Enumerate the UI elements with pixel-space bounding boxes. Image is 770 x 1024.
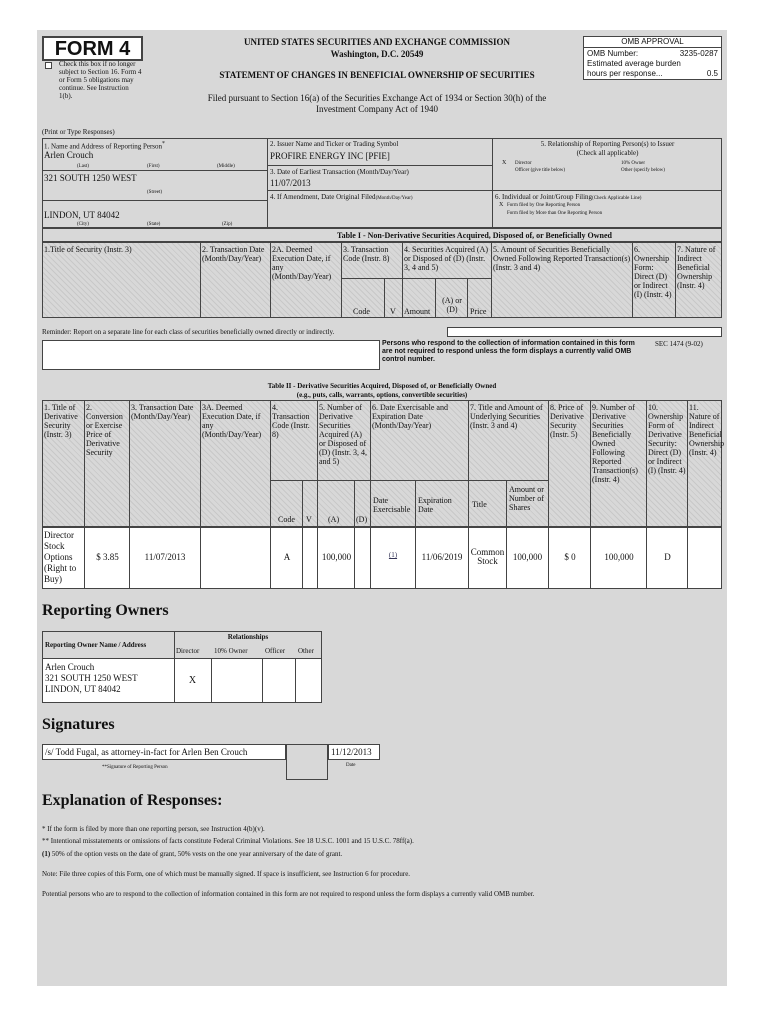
persons-notice: Persons who respond to the collection of information contained in this form are not required to respond unless the form displays a currently valid OMB control number.	[382, 340, 635, 363]
ro-tenpct-header: 10% Owner	[214, 647, 248, 655]
one-person-mark[interactable]: X	[499, 202, 504, 208]
omb-hours-label: hours per response...	[587, 69, 663, 78]
t2-h5: 5. Number of Derivative Securities Acquired (A) or Disposed of (D) (Instr. 3, 4, and 5)	[319, 403, 367, 466]
earliest-date-label: 3. Date of Earliest Transaction (Month/Day/Year)	[270, 168, 409, 176]
director-mark[interactable]: X	[502, 160, 507, 166]
t1-v-header: V	[390, 307, 396, 316]
t2-row-price: $ 3.85	[96, 552, 119, 562]
t2-row-form: D	[664, 552, 671, 562]
t2-row-title: Director Stock Options (Right to Buy)	[44, 530, 77, 584]
t1-code-header: Code	[353, 307, 370, 316]
omb-burden-label: Estimated average burden	[587, 59, 681, 68]
filing-label: 6. Individual or Joint/Group Filing(Check Applicable Line)	[495, 193, 642, 201]
reporting-person-street: 321 SOUTH 1250 WEST	[44, 173, 137, 183]
t2-row-a: 100,000	[321, 552, 352, 562]
statement-title: STATEMENT OF CHANGES IN BENEFICIAL OWNERSHIP OF SECURITIES	[219, 70, 535, 80]
first-label: (First)	[147, 164, 160, 169]
reminder-text: Reminder: Report on a separate line for each class of securities beneficially owned directly or indirectly.	[42, 328, 335, 336]
explanation-heading: Explanation of Responses:	[42, 792, 223, 809]
t2-v-header: V	[306, 515, 312, 524]
omb-title: OMB APPROVAL	[584, 37, 721, 48]
t2-date-ex-header: Date Exercisable	[373, 496, 411, 514]
amendment-label: 4. If Amendment, Date Original Filed(Month/Day/Year)	[270, 193, 413, 201]
agency-name: UNITED STATES SECURITIES AND EXCHANGE COMMISSION	[244, 37, 510, 47]
multi-person-option: Form filed by More than One Reporting Person	[507, 211, 603, 216]
t2-h2: 2. Conversion or Exercise Price of Derivative Security	[86, 403, 123, 457]
t2-row-code: A	[283, 552, 291, 562]
signer-name: /s/ Todd Fugal, as attorney-in-fact for Arlen Ben Crouch	[45, 747, 248, 757]
t1-col5-header: 5. Amount of Securities Beneficially Owned Following Reported Transaction(s) (Instr. 3 and 4)	[493, 245, 631, 272]
explanation-note5: Potential persons who are to respond to the collection of information contained in this form are not required to respond unless the form displays a currently valid OMB number.	[42, 890, 535, 898]
print-note: (Print or Type Responses)	[42, 128, 115, 136]
t2-row-underlying-amount: 100,000	[512, 552, 543, 562]
ro-director-header: Director	[176, 647, 200, 655]
date-label: Date	[346, 763, 356, 768]
relationship-label: 5. Relationship of Reporting Person(s) to Issuer	[540, 140, 675, 148]
earliest-date-value: 11/07/2013	[270, 178, 311, 188]
t2-code-header: Code	[278, 515, 295, 524]
t2-h9: 9. Number of Derivative Securities Beneficially Owned Following Reported Transaction(s) (Instr. 4)	[592, 403, 638, 484]
issuer-value: PROFIRE ENERGY INC [PFIE]	[270, 151, 390, 161]
t1-col3-header: 3. Transaction Code (Instr. 8)	[343, 245, 390, 263]
filed-pursuant-2: Investment Company Act of 1940	[316, 104, 438, 114]
ro-director-mark: X	[188, 675, 197, 686]
reporting-owners-heading: Reporting Owners	[42, 602, 169, 619]
state-label: (State)	[147, 222, 161, 227]
t2-h11: 11. Nature of Indirect Beneficial Ownership (Instr. 4)	[689, 403, 725, 457]
t2-exp-header: Expiration Date	[418, 496, 452, 514]
one-person-option: Form filed by One Reporting Person	[507, 203, 581, 208]
signature-label: **Signature of Reporting Person	[102, 765, 168, 770]
relationship-sub: (Check all applicable)	[576, 149, 639, 157]
t1-col7-header: 7. Nature of Indirect Beneficial Ownership (Instr. 4)	[677, 245, 716, 290]
signature-date: 11/12/2013	[331, 747, 372, 757]
reporting-person-name: Arlen Crouch	[44, 150, 94, 160]
table2-subtitle: (e.g., puts, calls, warrants, options, convertible securities)	[296, 391, 468, 399]
other-option: Other (specify below)	[621, 168, 665, 173]
t2-h3a: 3A. Deemed Execution Date, if any (Month/Day/Year)	[202, 403, 262, 439]
t1-col2-header: 2. Transaction Date (Month/Day/Year)	[202, 245, 265, 263]
t2-d-header: (D)	[356, 515, 368, 524]
t2-row-owned: 100,000	[604, 552, 634, 562]
omb-number-label: OMB Number:	[587, 49, 639, 58]
t2-h8: 8. Price of Derivative Security (Instr. 5)	[550, 403, 584, 439]
t1-col6-header: 6. Ownership Form: Direct (D) or Indirect (I) (Instr. 4)	[634, 245, 672, 299]
omb-approval-box	[583, 36, 722, 80]
t1-col4-header: 4. Securities Acquired (A) or Disposed of (D) (Instr. 3, 4 and 5)	[404, 245, 488, 272]
reporting-person-label: 1. Name and Address of Reporting Person*	[44, 141, 165, 151]
ro-relationships-header: Relationships	[227, 633, 269, 641]
t2-row-underlying-title: Common Stock	[470, 547, 505, 566]
agency-location: Washington, D.C. 20549	[330, 49, 424, 59]
issuer-label: 2. Issuer Name and Ticker or Trading Symbol	[270, 140, 399, 148]
ro-owner-line2: 321 SOUTH 1250 WEST	[45, 673, 138, 683]
officer-option: Officer (give title below)	[515, 168, 566, 173]
t2-title-header: Title	[472, 500, 487, 509]
t2-row-date: 11/07/2013	[144, 552, 186, 562]
t1-price-header: Price	[470, 307, 487, 316]
city-label: (City)	[77, 222, 89, 227]
t2-h10: 10. Ownership Form of Derivative Security: Direct (D) or Indirect (I) (Instr. 4)	[648, 403, 686, 475]
ro-officer-header: Officer	[265, 647, 286, 655]
t2-h7: 7. Title and Amount of Underlying Securities (Instr. 3 and 4)	[470, 403, 543, 430]
t2-amount-header: Amount or Number of Shares	[509, 485, 544, 512]
explanation-note2: ** Intentional misstatements or omissions of facts constitute Federal Criminal Violations. See 18 U.S.C. 1001 and 15 U.S.C. 78ff(a).	[42, 837, 414, 845]
t1-amount-header: Amount	[404, 307, 431, 316]
zip-label: (Zip)	[222, 222, 233, 227]
table1-title: Table I - Non-Derivative Securities Acquired, Disposed of, or Beneficially Owned	[337, 231, 612, 240]
no-longer-subject-checkbox[interactable]	[45, 62, 52, 69]
t1-col2a-header: 2A. Deemed Execution Date, if any (Month/Day/Year)	[272, 245, 332, 281]
explanation-note4: Note: File three copies of this Form, one of which must be manually signed. If space is insufficient, see Instruction 6 for procedure.	[42, 870, 411, 878]
omb-hours: 0.5	[706, 69, 718, 78]
t1-aord-header: (A) or (D)	[442, 296, 462, 314]
ro-name-header: Reporting Owner Name / Address	[45, 641, 147, 649]
check-note: Check this box if no longer subject to Section 16. Form 4 or Form 5 obligations may continue. See Instruction 1(b).	[59, 60, 142, 100]
signatures-heading: Signatures	[42, 716, 115, 733]
form-title: FORM 4	[42, 36, 143, 61]
sec-number: SEC 1474 (9-02)	[655, 340, 703, 348]
ten-pct-option: 10% Owner	[621, 161, 646, 166]
t2-row-expiration: 11/06/2019	[421, 552, 463, 562]
omb-number: 3235-0287	[679, 49, 718, 58]
street-label: (Street)	[147, 190, 162, 195]
reminder-blank-box	[447, 327, 722, 337]
t2-row-date-exercisable[interactable]: (1)	[388, 551, 398, 559]
ro-owner-line1: Arlen Crouch	[45, 662, 95, 672]
reporting-person-city: LINDON, UT 84042	[44, 210, 120, 220]
director-option: Director	[515, 161, 532, 166]
t2-row-deriv-price: $ 0	[564, 552, 576, 562]
t1-col1-header: 1.Title of Security (Instr. 3)	[44, 245, 132, 254]
signature-gap-box	[286, 744, 328, 780]
ro-other-header: Other	[298, 647, 314, 655]
middle-label: (Middle)	[217, 164, 235, 169]
t2-h1: 1. Title of Derivative Security (Instr. 3)	[44, 403, 78, 439]
t2-a-header: (A)	[328, 515, 340, 524]
t2-h6: 6. Date Exercisable and Expiration Date (Month/Day/Year)	[372, 403, 448, 430]
last-label: (Last)	[77, 164, 89, 169]
ro-owner-line3: LINDON, UT 84042	[45, 684, 121, 694]
table2-title: Table II - Derivative Securities Acquired, Disposed of, or Beneficially Owned	[267, 382, 497, 390]
explanation-note1: * If the form is filed by more than one reporting person, see Instruction 4(b)(v).	[42, 825, 265, 833]
t2-h3: 3. Transaction Date (Month/Day/Year)	[131, 403, 194, 421]
reminder-empty-box	[42, 340, 380, 370]
filed-pursuant: Filed pursuant to Section 16(a) of the Securities Exchange Act of 1934 or Section 30(h) of the	[207, 93, 547, 103]
t2-h4: 4. Transaction Code (Instr. 8)	[272, 403, 310, 439]
explanation-note3: (1) 50% of the option vests on the date of grant, 50% vests on the one year anniversary of the date of grant.	[42, 850, 343, 858]
form-page	[37, 30, 727, 986]
